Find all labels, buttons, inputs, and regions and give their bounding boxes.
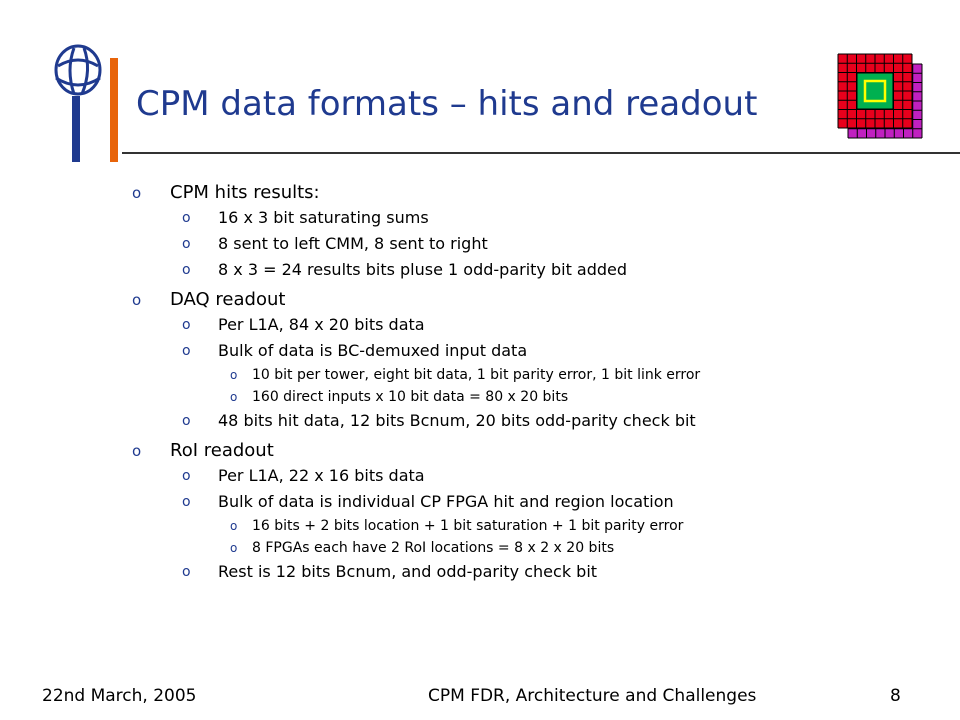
sub-list-item [130, 515, 930, 537]
section-heading [130, 288, 930, 312]
bullet-text: CPM hits results: [170, 182, 320, 203]
list-item [130, 231, 930, 257]
footer-date: 22nd March, 2005 [42, 686, 197, 706]
list-item [130, 312, 930, 338]
bullet-marker: o [182, 210, 191, 226]
bullet-marker: o [182, 494, 191, 510]
footer-title: CPM FDR, Architecture and Challenges [428, 686, 757, 706]
list-item [130, 257, 930, 283]
bullet-text: Per L1A, 84 x 20 bits data [218, 315, 425, 334]
list-item [130, 338, 930, 364]
sub-list-item [130, 537, 930, 559]
atlas-logo-icon [44, 40, 134, 170]
bullet-marker: o [230, 368, 238, 382]
list-item [130, 408, 930, 434]
bullet-marker: o [182, 262, 191, 278]
bullet-text: 16 bits + 2 bits location + 1 bit saturation + 1 bit parity error [252, 518, 684, 534]
bullet-marker: o [230, 390, 238, 404]
bullet-text: 10 bit per tower, eight bit data, 1 bit parity error, 1 bit link error [252, 367, 701, 383]
processor-chip-icon [836, 52, 926, 142]
bullet-marker: o [230, 519, 238, 533]
list-item [130, 489, 930, 515]
bullet-marker: o [182, 468, 191, 484]
bullet-marker: o [182, 413, 191, 429]
bullet-text: RoI readout [170, 440, 274, 461]
bullet-marker: o [132, 184, 142, 202]
sub-list-item [130, 386, 930, 408]
list-item [130, 559, 930, 585]
bullet-text: Bulk of data is BC-demuxed input data [218, 341, 528, 360]
page-number: 8 [890, 686, 901, 706]
bullet-list [130, 176, 930, 585]
bullet-text: Rest is 12 bits Bcnum, and odd-parity check bit [218, 562, 598, 581]
bullet-text: 8 sent to left CMM, 8 sent to right [218, 234, 488, 253]
bullet-marker: o [182, 236, 191, 252]
bullet-marker: o [182, 343, 191, 359]
bullet-text: 160 direct inputs x 10 bit data = 80 x 20 bits [252, 389, 569, 405]
sub-list-item [130, 364, 930, 386]
section-heading [130, 439, 930, 463]
title-divider [122, 152, 960, 154]
slide-title: CPM data formats – hits and readout [136, 84, 758, 124]
list-item [130, 463, 930, 489]
bullet-text: DAQ readout [170, 289, 286, 310]
bullet-marker: o [230, 541, 238, 555]
list-item [130, 205, 930, 231]
bullet-marker: o [132, 291, 142, 309]
bullet-text: 8 x 3 = 24 results bits pluse 1 odd-parity bit added [218, 260, 628, 279]
bullet-text: 48 bits hit data, 12 bits Bcnum, 20 bits odd-parity check bit [218, 411, 696, 430]
section-heading [130, 181, 930, 205]
bullet-marker: o [182, 564, 191, 580]
bullet-marker: o [182, 317, 191, 333]
bullet-text: 8 FPGAs each have 2 RoI locations = 8 x 2 x 20 bits [252, 540, 615, 556]
bullet-text: Bulk of data is individual CP FPGA hit and region location [218, 492, 674, 511]
bullet-text: 16 x 3 bit saturating sums [218, 208, 429, 227]
bullet-marker: o [132, 442, 142, 460]
bullet-text: Per L1A, 22 x 16 bits data [218, 466, 425, 485]
